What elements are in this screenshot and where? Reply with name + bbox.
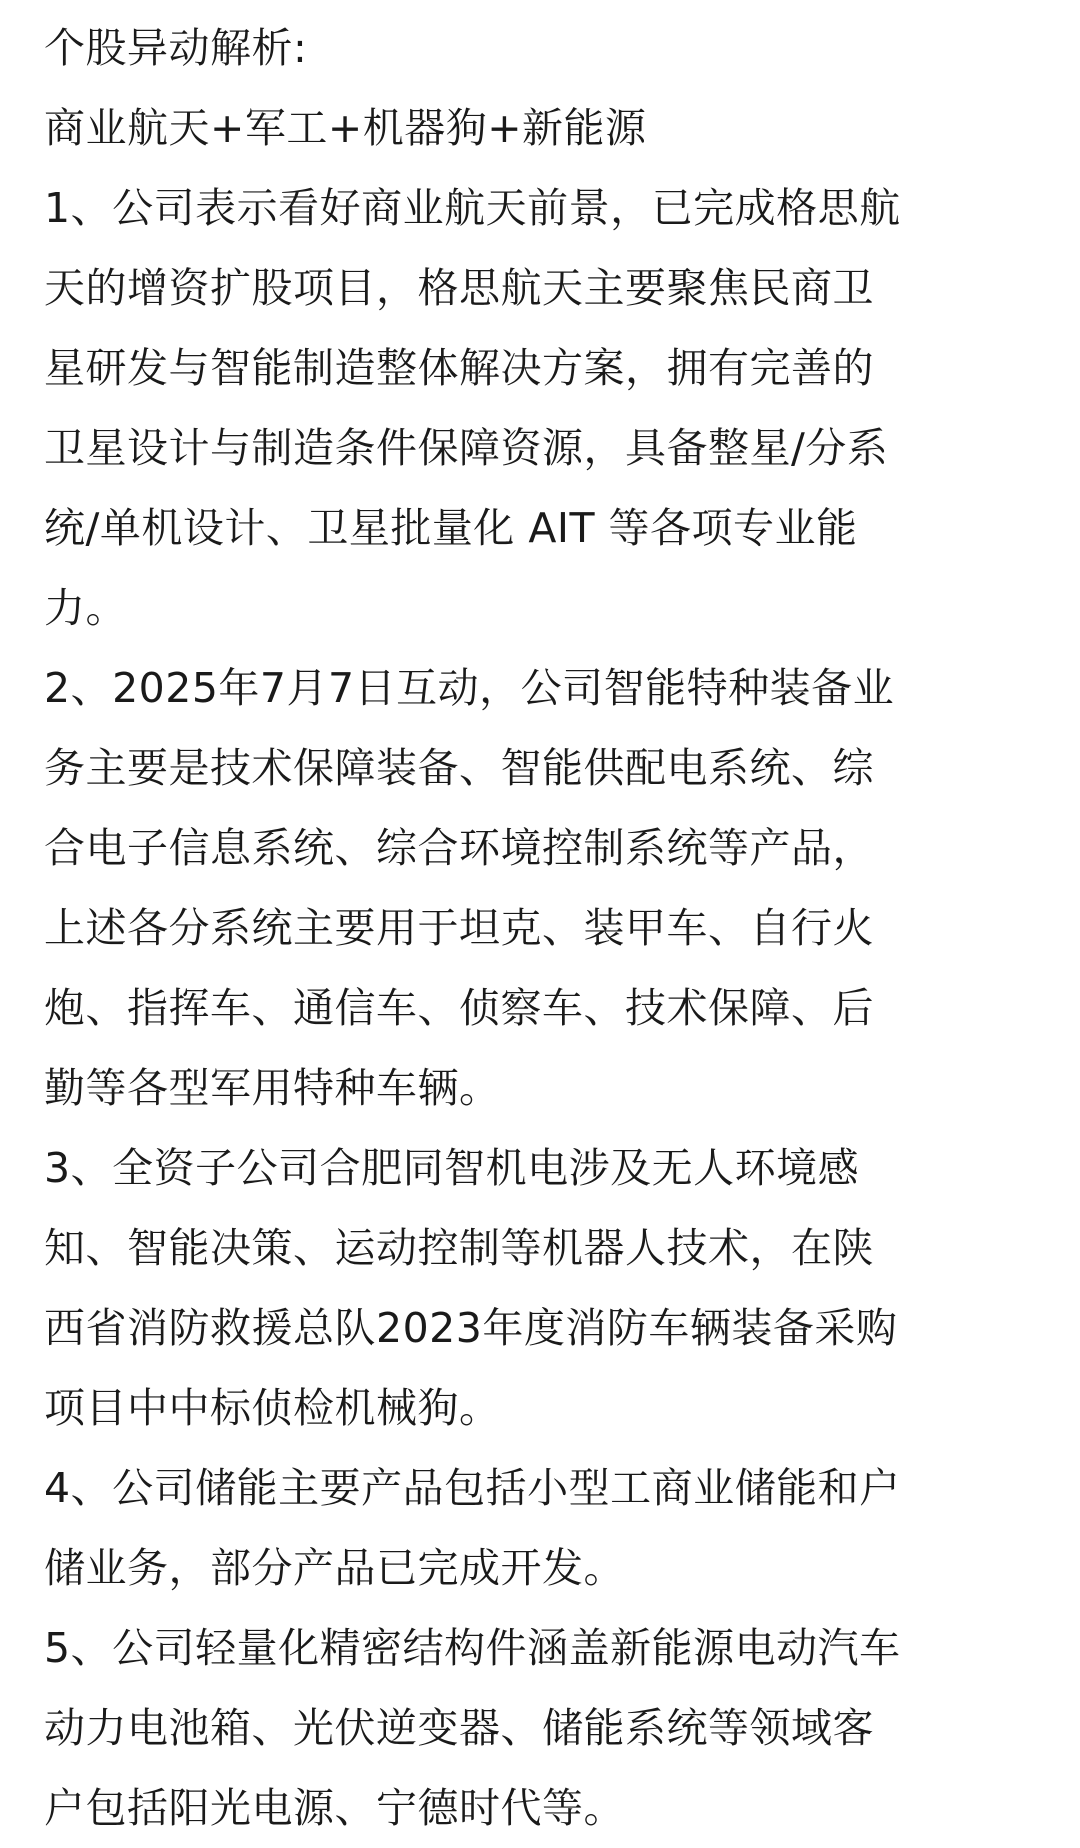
article-heading: 个股异动解析: [44,24,308,72]
paragraph-4 [44,1448,1044,1608]
paragraph-line: 知、智能决策、运动控制等机器人技术，在陕 [44,1224,874,1272]
paragraph-line: 储业务，部分产品已完成开发。 [44,1544,625,1592]
paragraph-line: 统/单机设计、卫星批量化 AIT 等各项专业能 [44,504,858,552]
paragraph-1 [44,168,1044,648]
paragraph-line: 2、2025年7月7日互动，公司智能特种装备业 [44,664,895,712]
paragraph-line: 勤等各型军用特种车辆。 [44,1064,501,1112]
paragraph-line: 1、公司表示看好商业航天前景，已完成格思航 [44,184,901,232]
paragraph-3 [44,1128,1044,1448]
paragraph-line: 合电子信息系统、综合环境控制系统等产品， [44,824,874,872]
paragraph-line: 项目中中标侦检机械狗。 [44,1384,501,1432]
paragraph-line: 5、公司轻量化精密结构件涵盖新能源电动汽车 [44,1624,901,1672]
paragraph-line: 卫星设计与制造条件保障资源，具备整星/分系 [44,424,889,472]
paragraph-line: 3、全资子公司合肥同智机电涉及无人环境感 [44,1144,860,1192]
paragraph-line: 力。 [44,584,127,632]
paragraph-line: 上述各分系统主要用于坦克、装甲车、自行火 [44,904,874,952]
paragraph-line: 4、公司储能主要产品包括小型工商业储能和户 [44,1464,901,1512]
paragraph-line: 务主要是技术保障装备、智能供配电系统、综 [44,744,874,792]
paragraph-line: 西省消防救援总队2023年度消防车辆装备采购 [44,1304,898,1352]
paragraph-line: 天的增资扩股项目，格思航天主要聚焦民商卫 [44,264,874,312]
article-subheading: 商业航天+军工+机器狗+新能源 [44,104,647,152]
paragraph-5 [44,1608,1044,1848]
paragraph-line: 动力电池箱、光伏逆变器、储能系统等领域客 [44,1704,874,1752]
paragraph-line: 星研发与智能制造整体解决方案，拥有完善的 [44,344,874,392]
paragraph-line: 户包括阳光电源、宁德时代等。 [44,1784,625,1832]
paragraph-line: 炮、指挥车、通信车、侦察车、技术保障、后 [44,984,874,1032]
article-body [44,8,1044,1848]
paragraph-2 [44,648,1044,1128]
